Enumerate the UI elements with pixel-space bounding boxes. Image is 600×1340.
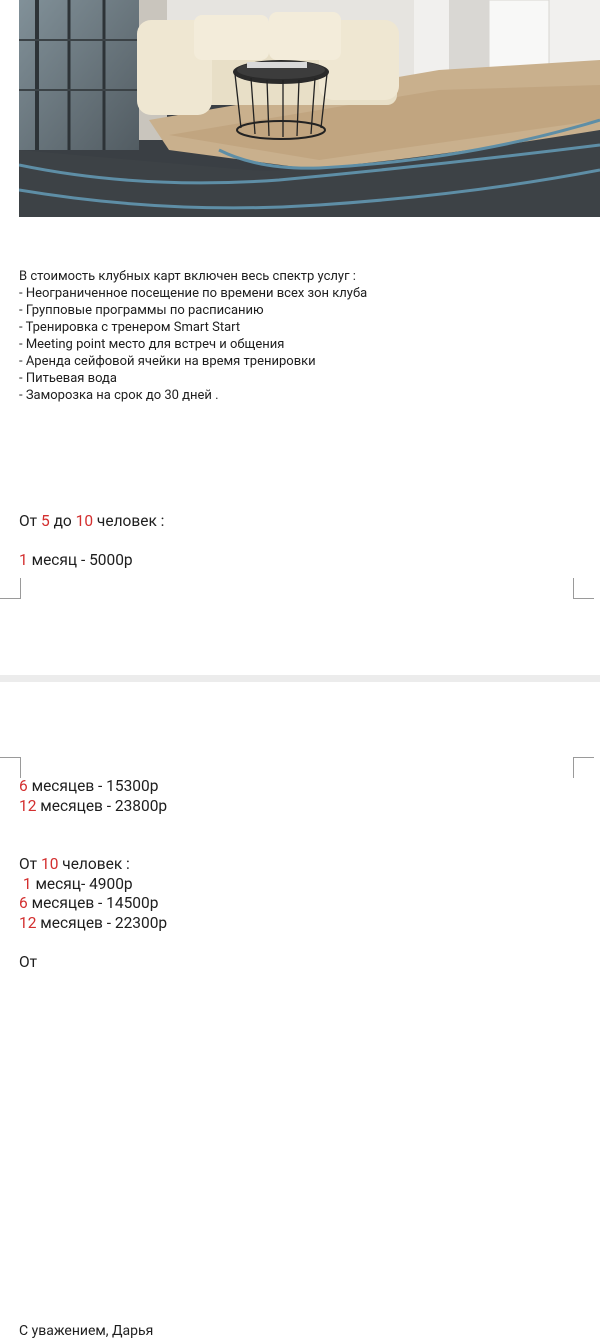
min-count: 5 bbox=[40, 512, 50, 530]
signature: С уважением, Дарья bbox=[19, 1323, 154, 1339]
group-10-section bbox=[19, 855, 167, 933]
to-label: до bbox=[53, 512, 72, 530]
price-row bbox=[19, 875, 167, 895]
price-row bbox=[19, 914, 167, 934]
services-item: - Неограниченное посещение по времени всех зон клуба bbox=[19, 286, 368, 301]
page-corner-mark bbox=[0, 578, 21, 599]
price-months: 6 bbox=[19, 894, 28, 912]
price-months: 6 bbox=[19, 777, 28, 795]
services-item: - Аренда сейфовой ячейки на время тренировки bbox=[19, 354, 316, 369]
price-list-5-10-page1 bbox=[19, 551, 133, 571]
price-text: месяцев - 22300р bbox=[40, 913, 168, 932]
trailing-text bbox=[19, 953, 37, 973]
price-months: 12 bbox=[19, 796, 37, 815]
services-intro: В стоимость клубных карт включен весь спектр услуг : bbox=[19, 269, 356, 284]
max-count: 10 bbox=[75, 512, 94, 530]
price-row bbox=[19, 894, 167, 914]
services-item: - Питьевая вода bbox=[19, 371, 117, 386]
price-months: 12 bbox=[19, 913, 37, 932]
page-corner-mark bbox=[573, 578, 594, 599]
price-list-5-10-page2 bbox=[19, 777, 167, 816]
page-corner-mark bbox=[0, 757, 21, 778]
price-text: месяцев - 14500р bbox=[31, 894, 159, 912]
services-item: - Meeting point место для встреч и общения bbox=[19, 337, 285, 352]
services-list bbox=[19, 268, 589, 404]
price-row bbox=[19, 777, 167, 797]
price-text: месяц - 5000р bbox=[31, 551, 133, 569]
services-item: - Заморозка на срок до 30 дней . bbox=[19, 388, 219, 403]
from-label: От bbox=[19, 855, 38, 873]
from-label: От bbox=[19, 512, 38, 530]
trailing-from-label: От bbox=[19, 953, 38, 971]
services-item: - Тренировка с тренером Smart Start bbox=[19, 320, 241, 335]
group-10-heading bbox=[19, 855, 167, 875]
price-row bbox=[19, 797, 167, 817]
people-label: человек : bbox=[62, 855, 130, 873]
price-text: месяц- 4900р bbox=[35, 874, 133, 893]
price-text: месяцев - 15300р bbox=[31, 777, 159, 795]
lounge-photo bbox=[19, 0, 600, 217]
page-separator bbox=[0, 675, 600, 682]
people-label: человек : bbox=[96, 512, 165, 530]
price-row bbox=[19, 551, 133, 571]
services-item: - Групповые программы по расписанию bbox=[19, 303, 264, 318]
page-corner-mark bbox=[573, 757, 594, 778]
min-count: 10 bbox=[40, 855, 59, 873]
price-months: 1 bbox=[22, 874, 32, 893]
price-months: 1 bbox=[19, 551, 28, 569]
group-5-10-heading bbox=[19, 512, 164, 532]
price-text: месяцев - 23800р bbox=[40, 796, 168, 815]
